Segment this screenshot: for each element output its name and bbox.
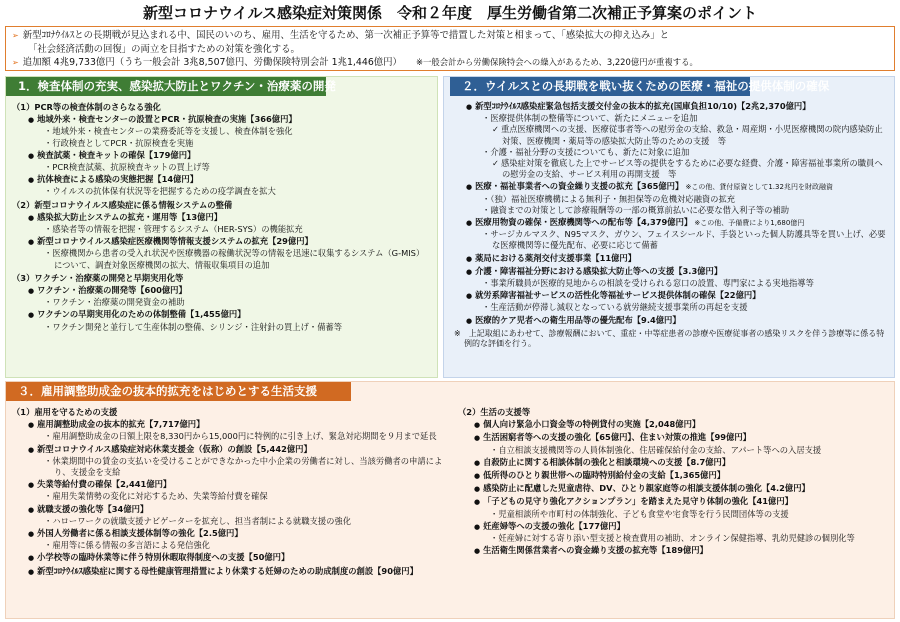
sub-item: ・ 医療提供体制の整備等について、新たにメニューを追加 bbox=[450, 113, 888, 124]
bullet-item: ● 新型コロナウイルス感染症対応休業支援金（仮称）の創設【5,442億円】 bbox=[12, 444, 444, 456]
bullet-item: ● 抗体検査による感染の実態把握【14億円】 bbox=[12, 174, 431, 186]
bullet-item: ● ワクチン・治療薬の開発等【600億円】 bbox=[12, 285, 431, 297]
sub-item: ・ 雇用等に係る情報の多言語による発信強化 bbox=[12, 540, 444, 551]
panel-header: ３．雇用調整助成金の抜本的拡充をはじめとする生活支援 bbox=[6, 382, 351, 401]
section-heading: （2）新型コロナウイルス感染症に係る情報システムの整備 bbox=[12, 199, 233, 210]
panel-employment bbox=[5, 381, 895, 619]
bullet-item: ● 検査試薬・検査キットの確保【179億円】 bbox=[12, 150, 431, 162]
panel-header: 1．検査体制の充実、感染拡大防止とワクチン・治療薬の開発 bbox=[6, 77, 326, 96]
sub-item: ・ 児童相談所や市町村の体制強化、子ども食堂や宅食等を行う民間団体等の支援 bbox=[458, 509, 888, 520]
bullet-item: ● 就労系障害福祉サービスの活性化等福祉サービス提供体制の確保【22億円】 bbox=[450, 290, 888, 302]
bullet-item: ● 薬局における薬剤交付支援事業【11億円】 bbox=[450, 253, 888, 265]
sub-item: ・ 休業期間中の賃金の支払いを受けることができなかった中小企業の労働者に対し、当該労働者の申請により、支援金を支給 bbox=[12, 456, 444, 478]
sub-item: ・ 介護・福祉分野の支援についても、新たに対象に追加 bbox=[450, 147, 888, 158]
bullet-item: ● 医療・福祉事業者への資金繰り支援の拡充【365億円】 ※この他、貸付原資として1.32兆円を財政融資 bbox=[450, 181, 888, 193]
bullet-item: ● 低所得のひとり親世帯への臨時特別給付金の支給【1,365億円】 bbox=[458, 470, 888, 482]
sub-item: ・ 自立相談支援機関等の人員体制強化、住居確保給付金の支給、アパート等への入居支援 bbox=[458, 445, 888, 456]
footnote-text: ※この他、予備費により1,680億円 bbox=[692, 219, 805, 228]
bullet-item: ● 介護・障害福祉分野における感染拡大防止等への支援【3.3億円】 bbox=[450, 266, 888, 278]
sub-item: ・ 生産活動が停滞し減収となっている就労継続支援事業所の再起を支援 bbox=[450, 302, 888, 313]
sub-item: ・ 地域外来・検査センターの業務委託等を支援し、検査体制を強化 bbox=[12, 126, 431, 137]
bullet-item: ● 「子どもの見守り強化アクションプラン」を踏まえた見守り体制の強化【41億円】 bbox=[458, 496, 888, 508]
sub-item: ・ 行政検査としてPCR・抗原検査を実施 bbox=[12, 138, 431, 149]
bullet-item: ● 外国人労働者に係る相談支援体制等の強化【2.5億円】 bbox=[12, 528, 444, 540]
check-item: ✓ 感染症対策を徹底した上でサービス等の提供をするために必要な経費、介護・障害福祉事業所の職員への慰労金の支給、サービス利用の再開支援 等 bbox=[450, 158, 888, 180]
summary-line bbox=[12, 29, 888, 43]
sub-item: ・ 医療機関から患者の受入れ状況や医療機器の稼働状況等の情報を迅速に収集するシステム（G-MIS）について、調査対象医療機関の拡大、情報収集項目の追加 bbox=[12, 248, 431, 270]
summary-text: 新型ｺﾛﾅｳｲﾙｽとの長期戦が見込まれる中、国民のいのち、雇用、生活を守るため、第一次補正予算等で措置した対策と相まって、「感染拡大の抑え込み」と bbox=[22, 30, 670, 41]
summary-box bbox=[5, 26, 895, 71]
bullet-item: ● ワクチンの早期実用化のための体制整備【1,455億円】 bbox=[12, 309, 431, 321]
bullet-item: ● 個人向け緊急小口資金等の特例貸付の実施【2,048億円】 bbox=[458, 419, 888, 431]
panel-medical bbox=[443, 76, 895, 378]
bullet-item: ● 新型ｺﾛﾅｳｲﾙｽ感染症緊急包括支援交付金の抜本的拡充(国庫負担10/10)【2兆2,370億円】 bbox=[450, 101, 888, 113]
sub-item: ・ ワクチン・治療薬の開発資金の補助 bbox=[12, 297, 431, 308]
panel-body bbox=[444, 96, 894, 327]
section-heading: （1）雇用を守るための支援 bbox=[12, 407, 118, 417]
bullet-item: ● 妊産婦等への支援の強化【177億円】 bbox=[458, 521, 888, 533]
sub-item: ・ 感染者等の情報を把握・管理するシステム（HER-SYS）の機能拡充 bbox=[12, 224, 431, 235]
sub-item: ・ 妊産婦に対する寄り添い型支援と検査費用の補助、オンライン保健指導、乳幼児健診の個別化等 bbox=[458, 533, 888, 544]
bullet-item: ● 地域外来・検査センターの設置とPCR・抗原検査の実施【366億円】 bbox=[12, 114, 431, 126]
section-heading: （3）ワクチン・治療薬の開発と早期実用化等 bbox=[12, 272, 184, 283]
bullet-item: ● 新型ｺﾛﾅｳｲﾙｽ感染症に関する母性健康管理措置により休業する妊婦のための助成制度の創設【90億円】 bbox=[12, 566, 444, 578]
sub-item: ・ ハローワークの就職支援ナビゲーターを拡充し、担当者制による就職支援の強化 bbox=[12, 516, 444, 527]
sub-item: ・ ワクチン開発と並行して生産体制の整備、シリンジ・注射針の買上げ・備蓄等 bbox=[12, 322, 431, 333]
sub-item: ・ 事業所職員が医療的見地からの相談を受けられる窓口の設置、専門家による実地指導等 bbox=[450, 278, 888, 289]
page-title: 新型コロナウイルス感染症対策関係 令和２年度 厚生労働省第二次補正予算案のポイント bbox=[142, 4, 758, 22]
footnote-text: ※この他、貸付原資として1.32兆円を財政融資 bbox=[683, 183, 833, 192]
bullet-item: ● 感染防止に配慮した児童虐待、DV、ひとり親家庭等の相談支援体制の強化【4.2億円】 bbox=[458, 483, 888, 495]
arrow-right-icon: ➢ bbox=[12, 58, 19, 67]
panel-note: ※ 上記取組にあわせて、診療報酬において、重症・中等症患者の診療や医療従事者の感染リスクを伴う診療等に係る特例的な評価を行う。 bbox=[454, 328, 885, 349]
arrow-right-icon: ➢ bbox=[12, 31, 19, 40]
panel-body bbox=[6, 96, 437, 333]
sub-item: ・ サージカルマスク、N95マスク、ガウン、フェイスシールド、手袋といった個人防護具等を買い上げ、必要な医療機関等に優先配布、必要に応じて備蓄 bbox=[450, 229, 888, 251]
check-item: ✓ 重点医療機関への支援、医療従事者等への慰労金の支給、救急・周産期・小児医療機関の院内感染防止対策、医療機関・薬局等の感染拡大防止等のための支援 等 bbox=[450, 124, 888, 146]
bullet-item: ● 就職支援の強化等【34億円】 bbox=[12, 504, 444, 516]
sub-item: ・ 融資までの対策として診療報酬等の一部の概算前払いに必要な借入利子等の補助 bbox=[450, 205, 888, 216]
bullet-item: ● 小学校等の臨時休業等に伴う特別休暇取得制度への支援【50億円】 bbox=[12, 552, 444, 564]
bullet-item: ● 自殺防止に関する相談体制の強化と相談環境への支援【8.7億円】 bbox=[458, 457, 888, 469]
sub-item: ・ ウイルスの抗体保有状況等を把握するための疫学調査を拡大 bbox=[12, 186, 431, 197]
summary-line bbox=[12, 43, 888, 57]
panel-body-left bbox=[6, 405, 450, 578]
section-heading: （1）PCR等の検査体制のさらなる強化 bbox=[12, 102, 161, 112]
summary-note: ※一般会計から労働保険特会への繰入があるため、3,220億円が重複する。 bbox=[415, 57, 698, 67]
bullet-item: ● 新型コロナウイルス感染症医療機関等情報支援システムの拡充【29億円】 bbox=[12, 236, 431, 248]
summary-line bbox=[12, 56, 888, 70]
bullet-item: ● 雇用調整助成金の抜本的拡充【7,717億円】 bbox=[12, 419, 444, 431]
sub-item: ・ （独）福祉医療機構による無利子・無担保等の危機対応融資の拡充 bbox=[450, 194, 888, 205]
summary-text: 「社会経済活動の回復」の両立を目指すための対策を強化する。 bbox=[28, 43, 300, 55]
bullet-item: ● 感染拡大防止システムの拡充・運用等【13億円】 bbox=[12, 212, 431, 224]
bullet-item: ● 医療的ケア児者への衛生用品等の優先配布【9.4億円】 bbox=[450, 315, 888, 327]
sub-item: ・ 雇用調整助成金の日額上限を8,330円から15,000円に特例的に引き上げ、緊急対応期間を９月まで延長 bbox=[12, 431, 444, 442]
bullet-item: ● 医療用物資の確保・医療機関等への配布等【4,379億円】 ※この他、予備費により1,680億円 bbox=[450, 217, 888, 229]
panel-header: ２．ウイルスとの長期戦を戦い抜くための医療・福祉の提供体制の確保 bbox=[450, 77, 750, 96]
panel-testing bbox=[5, 76, 438, 378]
panel-body-right bbox=[450, 405, 894, 578]
sub-item: ・ 雇用失業情勢の変化に対応するため、失業等給付費を確保 bbox=[12, 491, 444, 502]
sub-item: ・ PCR検査試薬、抗原検査キットの買上げ等 bbox=[12, 162, 431, 173]
summary-amount: 追加額 4兆9,733億円（うち一般会計 3兆8,507億円、労働保険特別会計 1兆1,446億円） bbox=[22, 57, 402, 68]
bullet-item: ● 失業等給付費の確保【2,441億円】 bbox=[12, 479, 444, 491]
bullet-item: ● 生活衛生関係営業者への資金繰り支援の拡充等【189億円】 bbox=[458, 545, 888, 557]
section-heading: （2）生活の支援等 bbox=[458, 407, 531, 417]
bullet-item: ● 生活困窮者等への支援の強化【65億円】、住まい対策の推進【99億円】 bbox=[458, 432, 888, 444]
